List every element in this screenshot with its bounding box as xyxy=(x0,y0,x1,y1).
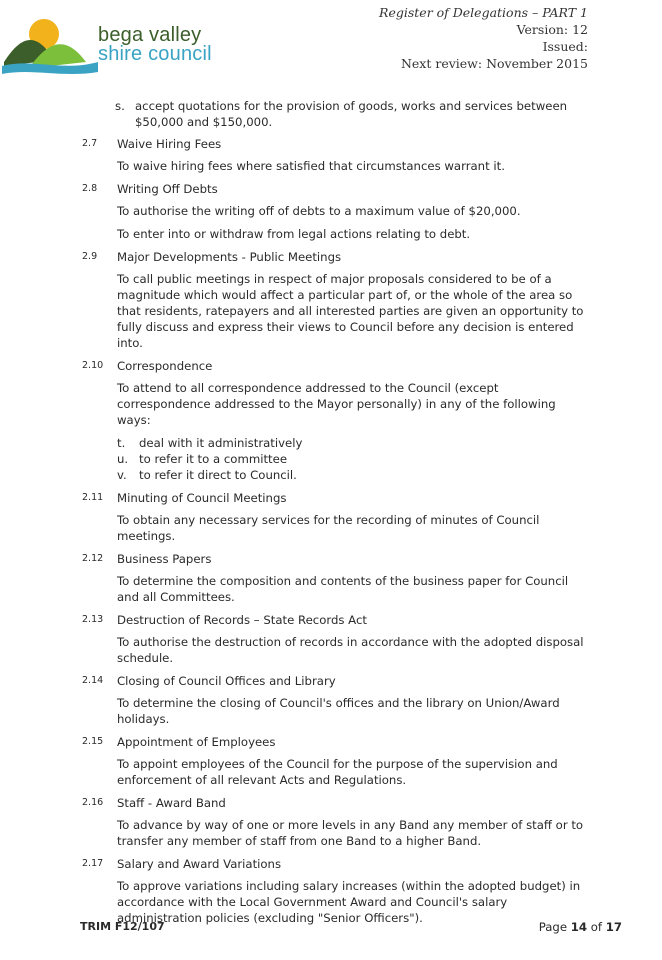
page-footer xyxy=(80,920,622,934)
section-heading xyxy=(82,136,592,152)
page-total: 17 xyxy=(605,920,622,934)
list-marker: s. xyxy=(115,99,125,113)
section-heading xyxy=(82,551,592,567)
section-paragraph: To advance by way of one or more levels in any Band any member of staff or to transfer any member of staff from one Band to a higher Band. xyxy=(117,818,584,848)
section-paragraph: To enter into or withdraw from legal actions relating to debt. xyxy=(117,227,471,241)
list-item xyxy=(117,467,592,483)
section xyxy=(82,358,592,483)
section-paragraph: To attend to all correspondence addressed to the Council (except correspondence addressed to the Mayor personally) in any of the following ways: xyxy=(117,381,556,427)
list-marker: u. xyxy=(117,452,129,466)
section xyxy=(82,490,592,544)
section-paragraph: To waive hiring fees where satisfied that circumstances warrant it. xyxy=(117,159,505,173)
section-paragraph: To approve variations including salary increases (within the adopted budget) in accordance with the Local Government Award and Council's salary administration policies (excluding "Senior Officers"). xyxy=(117,879,581,925)
org-name-line2: shire council xyxy=(98,43,212,65)
issued-label: Issued: xyxy=(542,39,588,54)
section-number: 2.12 xyxy=(82,553,104,564)
section xyxy=(82,612,592,666)
section-paragraph: To call public meetings in respect of major proposals considered to be of a magnitude which would affect a particular part of, or the whole of the area so that residents, ratepayers and all interested parties are given an opportunity to fully discuss and express their views to Council before any decision is entered into. xyxy=(117,272,584,350)
section-number: 2.9 xyxy=(82,251,98,262)
list-marker: t. xyxy=(117,436,126,450)
trim-reference: TRIM F12/107 xyxy=(80,920,165,933)
page-prefix: Page xyxy=(538,920,571,934)
list-item-text: to refer it to a committee xyxy=(139,452,288,466)
section-heading xyxy=(82,612,592,628)
section xyxy=(82,673,592,727)
section-number: 2.10 xyxy=(82,360,104,371)
section-paragraph: To determine the closing of Council's offices and the library on Union/Award holidays. xyxy=(117,696,560,726)
section-heading xyxy=(82,358,592,374)
section-paragraph: To authorise the writing off of debts to a maximum value of $20,000. xyxy=(117,204,521,218)
section-paragraph: To authorise the destruction of records in accordance with the adopted disposal schedule. xyxy=(117,635,584,665)
section-paragraph: To appoint employees of the Council for the purpose of the supervision and enforcement of all relevant Acts and Regulations. xyxy=(117,757,558,787)
section-number: 2.17 xyxy=(82,858,104,869)
section-heading xyxy=(82,249,592,265)
list-item-text: to refer it direct to Council. xyxy=(139,468,297,482)
intro-list-item xyxy=(115,98,592,130)
org-name-line1: bega valley xyxy=(98,24,202,46)
list-item xyxy=(117,435,592,451)
section xyxy=(82,181,592,242)
section-title: Appointment of Employees xyxy=(117,735,276,749)
section-title: Business Papers xyxy=(117,552,212,566)
section xyxy=(82,249,592,351)
section-title: Writing Off Debts xyxy=(117,182,218,196)
section-heading xyxy=(82,734,592,750)
section-number: 2.15 xyxy=(82,736,104,747)
version-label: Version: 12 xyxy=(516,22,588,37)
section-number: 2.7 xyxy=(82,138,98,149)
page-number xyxy=(539,920,622,934)
section xyxy=(82,734,592,788)
section xyxy=(82,136,592,174)
section xyxy=(82,856,592,926)
list-item xyxy=(117,451,592,467)
section-heading xyxy=(82,856,592,872)
section-number: 2.8 xyxy=(82,183,98,194)
section-title: Correspondence xyxy=(117,359,213,373)
section-paragraph: To determine the composition and contents of the business paper for Council and all Committees. xyxy=(117,574,569,604)
section-title: Closing of Council Offices and Library xyxy=(117,674,336,688)
document-title: Register of Delegations – PART 1 xyxy=(379,5,588,20)
section-title: Salary and Award Variations xyxy=(117,857,282,871)
list-item-text: deal with it administratively xyxy=(139,436,303,450)
section-title: Major Developments - Public Meetings xyxy=(117,250,342,264)
page-of: of xyxy=(587,920,606,934)
section-number: 2.11 xyxy=(82,492,104,503)
section-list xyxy=(117,435,592,483)
next-review-label: Next review: November 2015 xyxy=(400,56,588,71)
section-heading xyxy=(82,673,592,689)
section-number: 2.14 xyxy=(82,675,104,686)
section-number: 2.16 xyxy=(82,797,104,808)
section-heading xyxy=(82,490,592,506)
section-title: Destruction of Records – State Records Act xyxy=(117,613,367,627)
section-number: 2.13 xyxy=(82,614,104,625)
list-item-text: accept quotations for the provision of goods, works and services between $50,000 and $150,000. xyxy=(135,99,568,129)
page-current: 14 xyxy=(570,920,588,934)
sections-container xyxy=(82,136,592,926)
section-title: Staff - Award Band xyxy=(117,796,226,810)
list-marker: v. xyxy=(117,468,127,482)
section-heading xyxy=(82,181,592,197)
section-heading xyxy=(82,795,592,811)
section-title: Waive Hiring Fees xyxy=(117,137,222,151)
section xyxy=(82,551,592,605)
document-body xyxy=(82,98,592,933)
section-paragraph: To obtain any necessary services for the recording of minutes of Council meetings. xyxy=(117,513,540,543)
section-title: Minuting of Council Meetings xyxy=(117,491,287,505)
section xyxy=(82,795,592,849)
document-header xyxy=(379,4,588,72)
